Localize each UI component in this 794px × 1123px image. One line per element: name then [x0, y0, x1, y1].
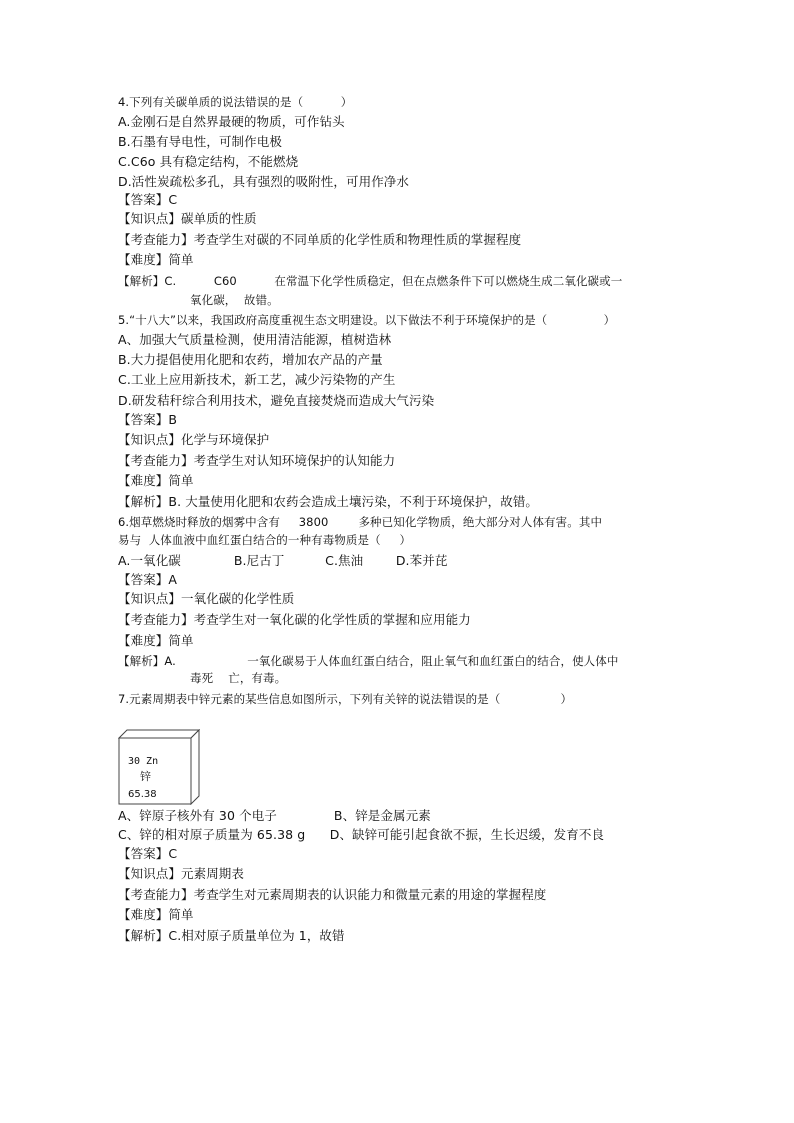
q5-option-b: B.大力提倡使用化肥和农药，增加农产品的产量 [118, 352, 383, 367]
q5-difficulty: 【难度】简单 [118, 473, 194, 488]
q6-difficulty: 【难度】简单 [118, 633, 194, 648]
q4-knowledge: 【知识点】碳单质的性质 [118, 211, 257, 226]
q6-analysis-line2: 毒死 亡，有毒。 [190, 671, 287, 685]
q6-answer: 【答案】A [118, 572, 178, 587]
q7-options-ab: A、锌原子核外有 30 个电子 B、锌是金属元素 [118, 808, 431, 823]
q7-knowledge: 【知识点】元素周期表 [118, 866, 245, 881]
q5-option-a: A、加强大气质量检测，使用清洁能源，植树造林 [118, 332, 392, 347]
q7-answer: 【答案】C [118, 846, 178, 861]
q5-stem: 5.“十八大”以来，我国政府高度重视生态文明建设。以下做法不利于环境保护的是（ ） [118, 313, 616, 327]
q4-option-d: D.活性炭疏松多孔，具有强烈的吸附性，可用作净水 [118, 174, 409, 189]
q4-option-c: C.C6o 具有稳定结构，不能燃烧 [118, 154, 299, 169]
q4-option-b: B.石墨有导电性，可制作电极 [118, 134, 282, 149]
q4-answer: 【答案】C [118, 192, 178, 207]
element-atomic-mass: 65.38 [128, 789, 157, 800]
q4-option-a: A.金刚石是自然界最硬的物质，可作钻头 [118, 114, 345, 129]
element-name: 锌 [140, 770, 151, 783]
q7-stem: 7.元素周期表中锌元素的某些信息如图所示，下列有关锌的说法错误的是（ ） [118, 692, 573, 706]
q4-stem: 4.下列有关碳单质的说法错误的是（ ） [118, 95, 353, 109]
q6-stem-line2: 易与 人体血液中血红蛋白结合的一种有毒物质是（ ） [118, 533, 412, 547]
q5-option-d: D.研发秸秆综合利用技术，避免直接焚烧而造成大气污染 [118, 393, 435, 408]
q7-options-cd: C、锌的相对原子质量为 65.38 g D、缺锌可能引起食欲不振，生长迟缓，发育不良 [118, 827, 605, 842]
q6-stem-line1: 6.烟草燃烧时释放的烟雾中含有 3800 多种已知化学物质，绝大部分对人体有害。其中 [118, 515, 603, 529]
q4-analysis-line2: 氧化碳， 故错。 [190, 293, 279, 307]
q6-analysis-line1: 【解析】A. 一氧化碳易于人体血红蛋白结合，阻止氧气和血红蛋白的结合，使人体中 [118, 654, 619, 668]
q5-analysis: 【解析】B. 大量使用化肥和农药会造成土壤污染，不利于环境保护，故错。 [118, 494, 539, 509]
q7-difficulty: 【难度】简单 [118, 907, 194, 922]
q5-answer: 【答案】B [118, 412, 178, 427]
q5-option-c: C.工业上应用新技术，新工艺，减少污染物的产生 [118, 372, 396, 387]
q7-ability: 【考查能力】考查学生对元素周期表的认识能力和微量元素的用途的掌握程度 [118, 887, 547, 902]
q5-ability: 【考查能力】考查学生对认知环境保护的认知能力 [118, 453, 396, 468]
zinc-element-card [118, 729, 200, 805]
element-number-symbol: 30 Zn [128, 756, 159, 767]
q4-difficulty: 【难度】简单 [118, 252, 194, 267]
q6-ability: 【考查能力】考查学生对一氧化碳的化学性质的掌握和应用能力 [118, 612, 471, 627]
q4-ability: 【考查能力】考查学生对碳的不同单质的化学性质和物理性质的掌握程度 [118, 232, 522, 247]
q6-knowledge: 【知识点】一氧化碳的化学性质 [118, 591, 295, 606]
q6-options: A.一氧化碳 B.尼古丁 C.焦油 D.苯并芘 [118, 553, 448, 568]
q7-analysis: 【解析】C.相对原子质量单位为 1，故错 [118, 928, 345, 943]
q4-analysis-line1: 【解析】C. C60 在常温下化学性质稳定，但在点燃条件下可以燃烧生成二氧化碳或一 [118, 274, 623, 288]
q5-knowledge: 【知识点】化学与环境保护 [118, 432, 270, 447]
